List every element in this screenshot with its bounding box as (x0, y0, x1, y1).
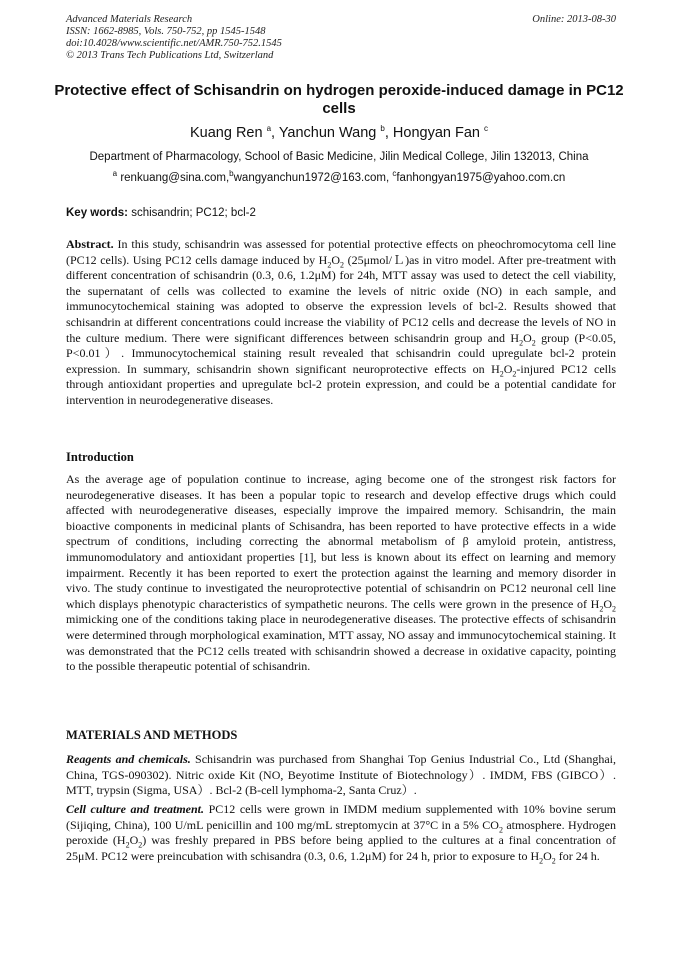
issn-line: ISSN: 1662-8985, Vols. 750-752, pp 1545-1548 (66, 26, 266, 37)
subscript: 2 (599, 604, 604, 614)
email-sup: c (392, 169, 397, 179)
subscript: 2 (498, 824, 503, 834)
intro-text: O (603, 596, 612, 611)
culture-text: for 24 h. (555, 848, 600, 863)
author-sup: c (484, 124, 489, 134)
subscript: 2 (539, 856, 544, 866)
email-address[interactable]: renkuang@sina.com, (120, 172, 230, 184)
copyright-line: © 2013 Trans Tech Publications Ltd, Switzerland (66, 50, 274, 61)
author-sup: a (266, 124, 272, 134)
culture-text: O (129, 833, 139, 848)
methods-heading: MATERIALS AND METHODS (66, 728, 238, 742)
journal-header (66, 14, 616, 62)
email-sup: a (112, 169, 118, 179)
author-name: Kuang Ren (189, 125, 263, 141)
online-date: Online: 2013-08-30 (532, 14, 616, 25)
author-list: Kuang Ren $^a$, Yanchun Wang $^b$, Hongyan Fan $^c$ (189, 124, 489, 141)
abstract (66, 237, 616, 409)
introduction-text (66, 472, 616, 675)
culture-paragraph (66, 802, 616, 864)
intro-text: mimicking one of the conditions taking place in neurodegenerative diseases. The protective effects of schisandrin were determined through morphological examination, MTT assay, NO assay and immunocytochemical staining. It was demonstrated that the PC12 cells treated with schisandrin showed a decrease in oxidative capacity, pointing to the possible therapeutic potential of schisandrin. (66, 612, 616, 674)
abstract-text: O (523, 330, 532, 345)
abstract-text: -injured PC12 cells through antioxidant properties and upregulate bcl-2 protein expression, and could be a potential candidate for intervention in neurodegenerative diseases. (66, 361, 617, 407)
culture-label: Cell culture and treatment. (66, 802, 205, 816)
culture-text: atmosphere. Hydrogen peroxide (H (66, 817, 616, 848)
email-list (20, 171, 658, 185)
abstract-text: O (503, 361, 513, 376)
email-address[interactable]: wangyanchun1972@163.com, (233, 172, 390, 184)
keywords-label: Key words: (66, 207, 128, 219)
email-sup: b (229, 169, 234, 179)
subscript: 2 (612, 604, 616, 614)
subscript: 2 (138, 840, 143, 850)
subscript: 2 (531, 337, 536, 347)
reagents-paragraph (66, 752, 616, 799)
intro-text: As the average age of population continue to increase, aging become one of the strongest risk factors for neurodegenerative diseases. It has been a popular topic to research and develop effective drugs which could affected with neurodegenerative diseases, especially improve the impaired memory. Schisandrin, the main bioactive components in medicinal plants of Schisandra, has been reported to have protective effects in a wide spectrum of conditions, including correcting the abnormal metabolism of β amyloid protein, antistress, immunomodulatory and antioxidant properties [1], but less is known about its effect on learning and memory impairment. Recently it has been reported to exert the protection against the learning and memory disorder in vivo. The study continue to investigated the neuroprotective potential of schisandrin on PC12 neuronal cell line which displays phenotypic characteristics of sympathetic neurons. The cells were grown in the presence of H (66, 472, 616, 611)
culture-text: ) was freshly prepared in PBS before being applied to the cultures at a final concentration of 25μM. PC12 were preincubation with schisandra (0.3, 0.6, 1.2μM) for 24 h, prior to exposure to H (66, 833, 616, 863)
author-name: Hongyan Fan (392, 125, 480, 141)
subscript: 2 (125, 840, 130, 850)
abstract-label: Abstract. (66, 237, 114, 251)
subscript: 2 (512, 369, 517, 379)
reagents-text: Schisandrin was purchased from Shanghai Top Genius Industrial Co., Ltd (Shanghai, China, TGS-090302). Nitric oxide Kit (NO, Beyotime Institute of Biotechnology）. IMDM, FBS (GIBCO）. MTT, trypsin (Sigma, USA）. Bcl-2 (B-cell lymphoma-2, Santa Cruz）. (66, 752, 616, 798)
journal-name: Advanced Materials Research (66, 14, 193, 25)
culture-text: O (543, 848, 552, 863)
culture-text: PC12 cells were grown in IMDM medium supplemented with 10% bovine serum (Sijiqing, China), 100 U/mL penicillin and 100 mg/mL streptomycin at 37°C in a 5% CO (66, 802, 617, 832)
affiliation: Department of Pharmacology, School of Basic Medicine, Jilin Medical College, Jilin 132013, China (89, 151, 589, 163)
author-name: Yanchun Wang (278, 125, 377, 141)
subscript: 2 (551, 856, 556, 866)
introduction-heading: Introduction (66, 450, 134, 464)
subscript: 2 (327, 259, 332, 269)
email-address[interactable]: fanhongyan1975@yahoo.com.cn (396, 172, 566, 184)
reagents-label: Reagents and chemicals. (66, 752, 191, 766)
keywords-text: schisandrin; PC12; bcl-2 (131, 207, 256, 219)
doi-line: doi:10.4028/www.scientific.net/AMR.750-752.1545 (66, 38, 282, 49)
subscript: 2 (519, 337, 524, 347)
abstract-text: In this study, schisandrin was assessed for potential protective effects on pheochromocytoma cell line (PC12 cells). Using PC12 cells damage induced by H (66, 237, 616, 267)
subscript: 2 (499, 369, 504, 379)
abstract-text: group (P<0.05, P<0.01）. Immunocytochemical staining result revealed that schisandrin could upregulate bcl-2 protein expression. In summary, schisandrin shown significant neuroprotective effects on H (66, 330, 616, 376)
author-sup: b (380, 124, 385, 134)
abstract-text: (25μmol/Ｌ)as in vitro model. After pre-treatment with different concentration of schisandrin (0.3, 0.6, 1.2μM) for 24h, MTT assay was used to detect the cell viability, the supernatant of cells was collected to examine the levels of nitric oxide (NO) in each sample, and immunocytochemical staining was adopted to observe the expression levels of bcl-2. Results showed that schisandrin at different concentrations could increase the viability of PC12 cells and decrease the levels of NO in the culture medium. There were significant differences between schisandrin group and H (66, 252, 616, 345)
abstract-text: O (331, 252, 341, 267)
subscript: 2 (340, 259, 345, 269)
keywords (66, 206, 616, 220)
paper-title: Protective effect of Schisandrin on hydrogen peroxide-induced damage in PC12 cells (54, 82, 624, 117)
